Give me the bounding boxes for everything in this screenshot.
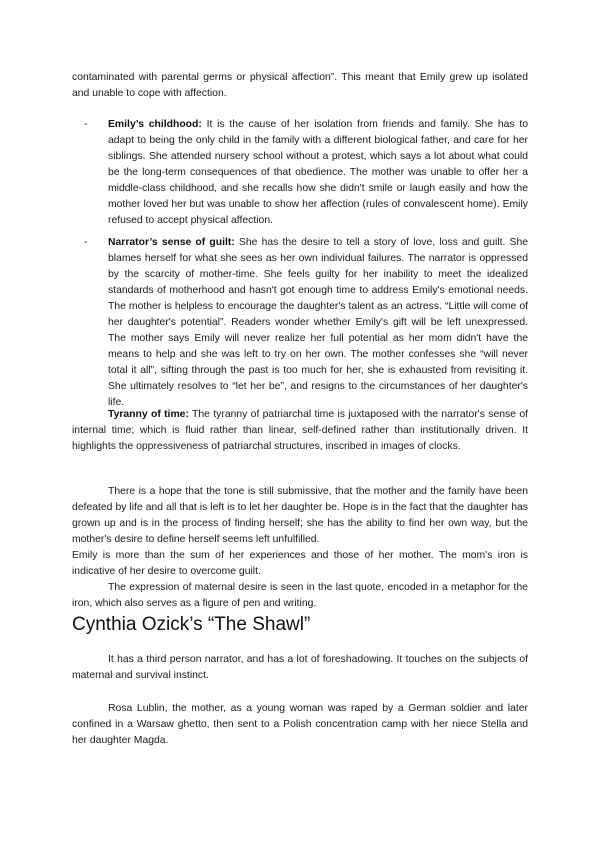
expression-paragraph: The expression of maternal desire is seen in the last quote, encoded in a metaphor for the iron, which also serves as a figure of pen and writing. [72,582,528,609]
bullet-paragraph [108,235,528,411]
tyranny-label: Tyranny of time: [108,409,189,420]
bullet-body: It is the cause of her isolation from friends and family. She has to adapt to being the only child in the family with a different biological father, and care for her siblings. She attended nursery school without a protest, which says a lot about what could be the long-term consequences of that obedience. The mother was unable to offer her a middle-class childhood, and she recalls how she didn't smile or laugh easily and how the mother loved her but was unable to show her affection (rules of convalescent home). Emily refused to accept physical affection. [108,119,528,226]
bullet-label: Narrator’s sense of guilt: [108,237,235,248]
tyranny-paragraph [72,407,528,455]
section-heading: Cynthia Ozick’s “The Shawl” [72,614,311,635]
bullet-label: Emily’s childhood: [108,119,202,130]
tyranny-body: The tyranny of patriarchal time is juxtaposed with the narrator's sense of internal time; which is fluid rather than linear, self-defined rather than institutionally driven. It highlights the oppressiveness of patriarchal structures, inscribed in images of clocks. [72,409,528,452]
emily-paragraph: Emily is more than the sum of her experiences and those of her mother. The mom's iron is indicative of her desire to overcome guilt. [72,550,528,577]
hope-paragraph: There is a hope that the tone is still submissive, that the mother and the family have been defeated by life and all that is left is to let her daughter be. Hope is in the fact that the daughter has grown up and is in the process of finding herself; she has the ability to find her own way, but the mother's desire to define herself seems left unfulfilled. [72,486,528,545]
bullet-body: She has the desire to tell a story of love, loss and guilt. She blames herself for what she sees as her own individual failures. The narrator is oppressed by the scarcity of mother-time. She feels guilty for her inability to meet the idealized standards of motherhood and hasn't got enough time to address Emily's emotional needs. The mother is helpless to encourage the daughter's talent as an actress. “Little will come of her daughter's potential”. Readers wonder whether Emily's gift will be left unexpressed. The mother says Emily will never realize her full potential as her mom didn't have the means to help and she was left to try on her own. The mother confesses she “will never total it all”, sifting through the past is too much for her, she is exhausted from revisiting it. She ultimately resolves to “let her be”, and resigns to the circumstances of her daughter's life. [108,237,528,408]
bullet-marker: - [84,237,88,248]
bullet-marker: - [84,119,88,130]
shawl-paragraph-2: Rosa Lublin, the mother, as a young woman was raped by a German soldier and later confined in a Warsaw ghetto, then sent to a Polish concentration camp with her niece Stella and her daughter Magda. [72,703,528,746]
intro-paragraph: contaminated with parental germs or physical affection”. This meant that Emily grew up isolated and unable to cope with affection. [72,72,528,99]
bullet-item-childhood [84,117,528,229]
bullet-paragraph [108,117,528,229]
bullet-item-guilt [84,235,528,411]
shawl-paragraph-1: It has a third person narrator, and has a lot of foreshadowing. It touches on the subjects of maternal and survival instinct. [72,654,528,681]
